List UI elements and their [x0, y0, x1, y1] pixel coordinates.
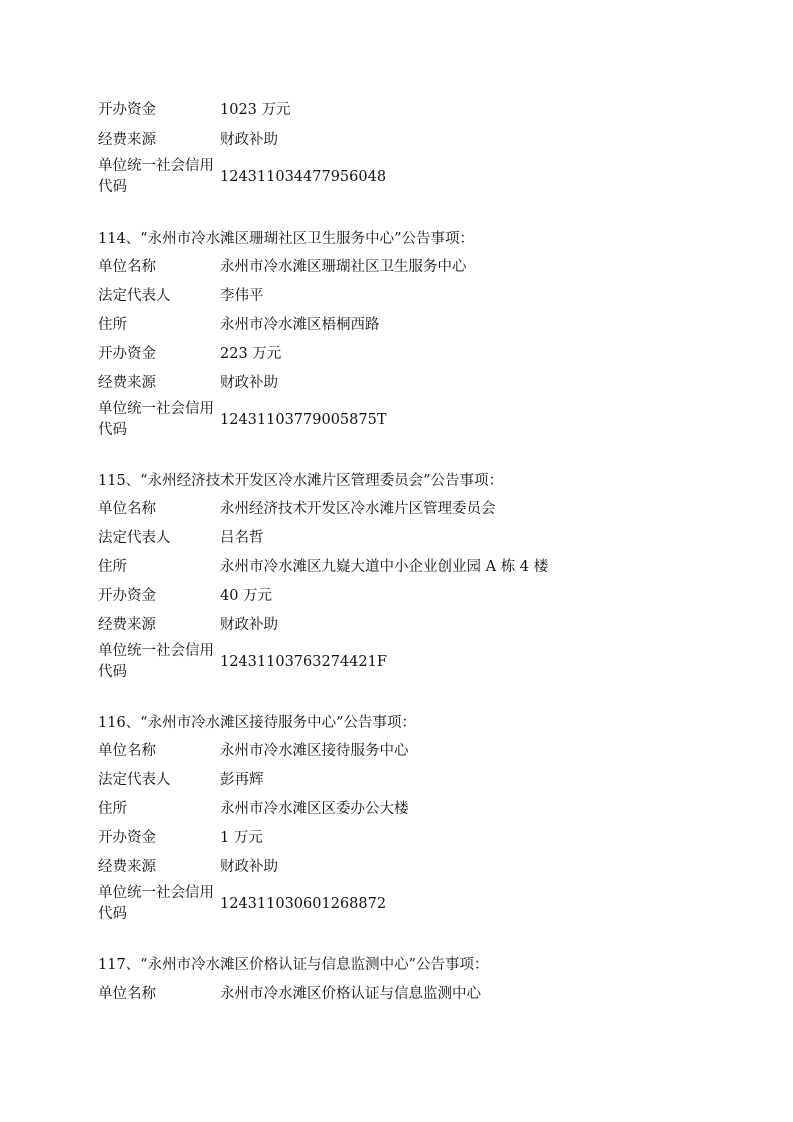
info-row-credit-code — [98, 398, 718, 442]
row-value: 永州市冷水滩区接待服务中心 — [220, 743, 409, 759]
row-label: 经费来源 — [98, 859, 156, 875]
row-label: 经费来源 — [98, 132, 156, 148]
info-row-fund-source — [98, 128, 718, 152]
row-label: 单位名称 — [98, 743, 156, 759]
row-label: 单位统一社会信用代码 — [98, 885, 214, 922]
info-row-unit-name — [98, 739, 718, 763]
info-row-unit-name — [98, 255, 718, 279]
info-row-legal-rep — [98, 768, 718, 792]
row-value: 财政补助 — [220, 859, 278, 875]
row-value: 124311030601268872 — [220, 896, 387, 912]
row-value: 12431103763274421F — [220, 654, 387, 670]
section-heading-115: 115、“永州经济技术开发区冷水滩片区管理委员会”公告事项： — [98, 473, 503, 489]
row-label: 开办资金 — [98, 588, 156, 604]
info-row-fund-source — [98, 371, 718, 395]
info-row-funding — [98, 826, 718, 850]
row-value: 12431103779005875T — [220, 412, 387, 428]
info-row-unit-name — [98, 982, 718, 1006]
row-value: 223 万元 — [220, 346, 282, 362]
row-label: 法定代表人 — [98, 530, 171, 546]
row-value: 40 万元 — [220, 588, 273, 604]
row-value: 永州经济技术开发区冷水滩片区管理委员会 — [220, 501, 496, 517]
info-row-unit-name — [98, 497, 718, 521]
info-row-credit-code — [98, 640, 718, 684]
info-row-address — [98, 313, 718, 337]
row-value: 彭再辉 — [220, 772, 264, 788]
section-heading-114: 114、“永州市冷水滩区珊瑚社区卫生服务中心”公告事项： — [98, 231, 474, 247]
row-value: 1 万元 — [220, 830, 263, 846]
row-label: 开办资金 — [98, 346, 156, 362]
section-heading-116: 116、“永州市冷水滩区接待服务中心”公告事项： — [98, 715, 416, 731]
row-label: 单位统一社会信用代码 — [98, 401, 214, 438]
row-value: 1023 万元 — [220, 102, 291, 118]
row-label: 住所 — [98, 317, 127, 333]
row-label: 经费来源 — [98, 375, 156, 391]
info-row-credit-code — [98, 882, 718, 926]
info-row-funding — [98, 98, 718, 122]
info-row-legal-rep — [98, 526, 718, 550]
row-label: 单位统一社会信用代码 — [98, 158, 214, 195]
info-row-legal-rep — [98, 284, 718, 308]
row-label: 经费来源 — [98, 617, 156, 633]
info-row-address — [98, 797, 718, 821]
row-label: 开办资金 — [98, 102, 156, 118]
row-label: 住所 — [98, 801, 127, 817]
row-label: 单位名称 — [98, 986, 156, 1002]
info-row-funding — [98, 584, 718, 608]
row-value: 财政补助 — [220, 617, 278, 633]
row-label: 住所 — [98, 559, 127, 575]
row-label: 单位统一社会信用代码 — [98, 643, 214, 680]
row-value: 吕名哲 — [220, 530, 264, 546]
info-row-fund-source — [98, 613, 718, 637]
row-label: 单位名称 — [98, 259, 156, 275]
row-label: 开办资金 — [98, 830, 156, 846]
row-label: 单位名称 — [98, 501, 156, 517]
row-value: 永州市冷水滩区区委办公大楼 — [220, 801, 409, 817]
row-value: 永州市冷水滩区九嶷大道中小企业创业园 A 栋 4 楼 — [220, 559, 549, 575]
info-row-address — [98, 555, 718, 579]
row-value: 124311034477956048 — [220, 169, 387, 185]
row-label: 法定代表人 — [98, 288, 171, 304]
row-value: 永州市冷水滩区梧桐西路 — [220, 317, 380, 333]
row-value: 永州市冷水滩区珊瑚社区卫生服务中心 — [220, 259, 467, 275]
row-value: 永州市冷水滩区价格认证与信息监测中心 — [220, 986, 481, 1002]
section-heading-117: 117、“永州市冷水滩区价格认证与信息监测中心”公告事项： — [98, 957, 489, 973]
row-value: 财政补助 — [220, 132, 278, 148]
info-row-fund-source — [98, 855, 718, 879]
row-label: 法定代表人 — [98, 772, 171, 788]
info-row-credit-code — [98, 155, 718, 199]
row-value: 李伟平 — [220, 288, 264, 304]
row-value: 财政补助 — [220, 375, 278, 391]
info-row-funding — [98, 342, 718, 366]
